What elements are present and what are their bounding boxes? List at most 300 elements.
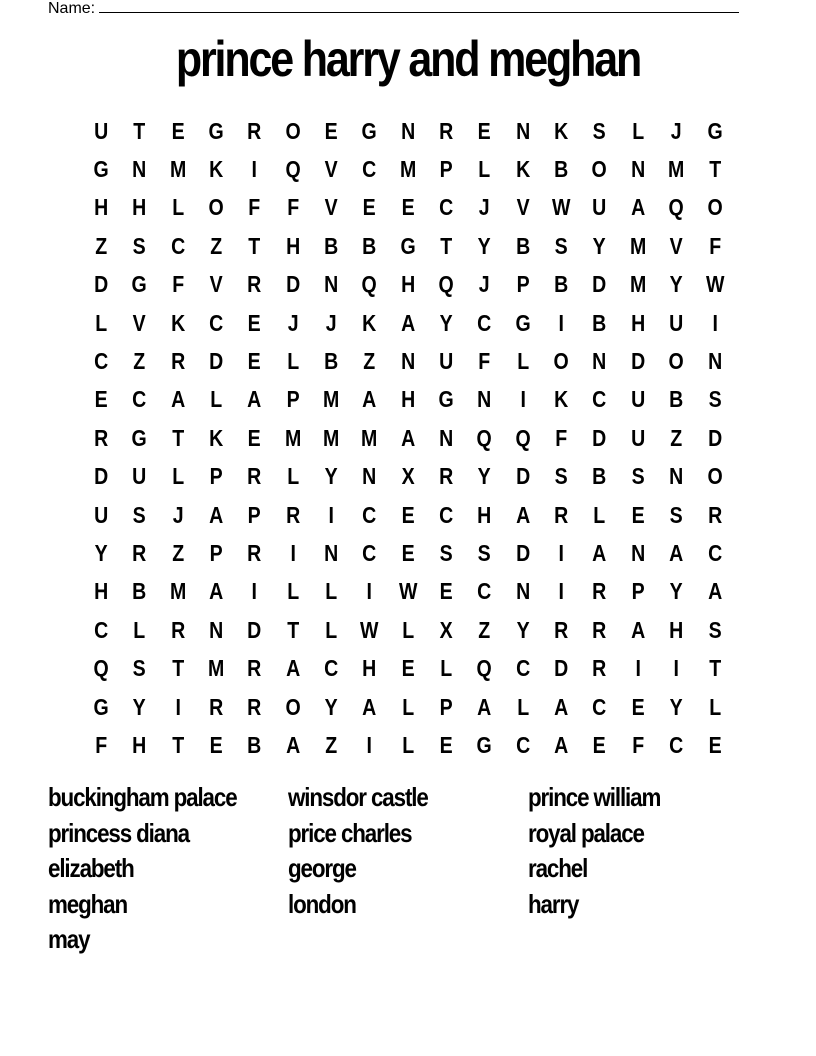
grid-letter[interactable]: P (439, 693, 453, 720)
grid-letter[interactable]: N (592, 348, 607, 375)
grid-letter[interactable]: K (515, 156, 531, 183)
grid-letter[interactable]: H (132, 194, 147, 221)
grid-letter[interactable]: S (554, 463, 568, 490)
grid-letter[interactable]: R (170, 348, 185, 375)
grid-letter[interactable]: C (170, 232, 185, 259)
grid-letter[interactable]: A (362, 386, 377, 413)
grid-letter[interactable]: J (479, 271, 491, 298)
grid-letter[interactable]: Z (670, 424, 683, 451)
grid-letter[interactable]: T (171, 424, 184, 451)
grid-letter[interactable]: S (554, 232, 568, 259)
grid-letter[interactable]: E (248, 348, 262, 375)
grid-letter[interactable]: B (515, 232, 531, 259)
grid-letter[interactable]: Q (438, 271, 454, 298)
grid-letter[interactable]: N (324, 539, 339, 566)
grid-letter[interactable]: L (325, 578, 338, 605)
grid-letter[interactable]: N (324, 271, 339, 298)
grid-letter[interactable]: C (439, 501, 454, 528)
grid-letter[interactable]: P (248, 501, 262, 528)
grid-letter[interactable]: G (93, 693, 109, 720)
grid-letter[interactable]: N (209, 616, 224, 643)
grid-letter[interactable]: A (362, 693, 377, 720)
grid-letter[interactable]: O (707, 194, 723, 221)
grid-letter[interactable]: M (668, 156, 685, 183)
grid-letter[interactable]: Z (95, 232, 108, 259)
grid-letter[interactable]: G (707, 117, 723, 144)
grid-letter[interactable]: E (248, 309, 262, 336)
grid-letter[interactable]: Z (363, 348, 376, 375)
grid-letter[interactable]: H (94, 194, 109, 221)
grid-letter[interactable]: Y (132, 693, 147, 720)
grid-letter[interactable]: N (515, 117, 531, 144)
grid-letter[interactable]: B (669, 386, 684, 413)
grid-letter[interactable]: O (592, 156, 608, 183)
grid-letter[interactable]: D (209, 348, 224, 375)
grid-letter[interactable]: B (247, 731, 262, 758)
grid-letter[interactable]: A (209, 501, 224, 528)
grid-letter[interactable]: T (133, 117, 146, 144)
grid-letter[interactable]: R (170, 616, 185, 643)
grid-letter[interactable]: Q (515, 424, 531, 451)
grid-letter[interactable]: I (673, 655, 680, 682)
grid-letter[interactable]: C (592, 386, 607, 413)
grid-row (82, 189, 734, 227)
grid-letter[interactable]: C (669, 731, 684, 758)
grid-letter[interactable]: E (439, 731, 453, 758)
grid-letter[interactable]: E (248, 424, 262, 451)
name-underline[interactable] (99, 0, 739, 13)
grid-letter[interactable]: M (284, 424, 302, 451)
grid-letter[interactable]: D (707, 424, 722, 451)
grid-letter[interactable]: E (439, 578, 453, 605)
grid-letter[interactable]: L (440, 655, 453, 682)
grid-letter[interactable]: A (285, 731, 300, 758)
grid-letter[interactable]: R (439, 117, 454, 144)
grid-letter[interactable]: H (94, 578, 109, 605)
grid-letter[interactable]: C (362, 156, 377, 183)
grid-letter[interactable]: R (247, 693, 262, 720)
grid-letter[interactable]: Z (171, 539, 184, 566)
grid-letter[interactable]: J (172, 501, 184, 528)
grid-letter[interactable]: X (401, 463, 415, 490)
grid-letter[interactable]: L (401, 693, 414, 720)
grid-letter[interactable]: T (440, 232, 453, 259)
word-item: may (48, 924, 90, 955)
grid-letter[interactable]: H (285, 232, 300, 259)
grid-letter[interactable]: Q (361, 271, 378, 298)
grid-letter[interactable]: I (366, 731, 373, 758)
grid-letter[interactable]: N (400, 348, 415, 375)
grid-letter[interactable]: L (478, 156, 491, 183)
grid-letter[interactable]: G (438, 386, 454, 413)
grid-letter[interactable]: E (324, 117, 338, 144)
grid-letter[interactable]: E (94, 386, 108, 413)
grid-letter[interactable]: M (208, 655, 225, 682)
grid-letter[interactable]: F (478, 348, 491, 375)
grid-letter[interactable]: Q (285, 156, 301, 183)
grid-letter[interactable]: L (708, 693, 721, 720)
grid-letter[interactable]: J (670, 117, 682, 144)
grid-letter[interactable]: V (324, 194, 338, 221)
grid-letter[interactable]: S (132, 655, 147, 682)
grid-letter[interactable]: C (94, 616, 109, 643)
grid-letter[interactable]: U (94, 501, 109, 528)
grid-letter[interactable]: C (324, 655, 339, 682)
grid-letter[interactable]: P (209, 463, 223, 490)
grid-letter[interactable]: J (325, 309, 337, 336)
grid-letter[interactable]: C (707, 539, 722, 566)
grid-letter[interactable]: R (285, 501, 300, 528)
grid-letter[interactable]: I (711, 309, 718, 336)
grid-letter[interactable]: Q (93, 655, 109, 682)
grid-letter[interactable]: R (592, 578, 607, 605)
grid-letter[interactable]: C (362, 539, 377, 566)
grid-letter[interactable]: T (248, 232, 261, 259)
grid-letter[interactable]: R (247, 271, 262, 298)
grid-row (82, 649, 734, 687)
grid-letter[interactable]: F (95, 731, 108, 758)
grid-letter[interactable]: A (669, 539, 684, 566)
grid-letter[interactable]: A (247, 386, 262, 413)
grid-letter[interactable]: R (554, 616, 569, 643)
grid-letter[interactable]: E (631, 501, 645, 528)
grid-letter[interactable]: L (286, 463, 299, 490)
grid-letter[interactable]: H (400, 271, 415, 298)
grid-letter[interactable]: N (707, 348, 722, 375)
grid-letter[interactable]: G (131, 424, 148, 451)
grid-letter[interactable]: A (209, 578, 224, 605)
grid-letter[interactable]: D (94, 463, 109, 490)
grid-letter[interactable]: L (133, 616, 146, 643)
grid-letter[interactable]: Q (668, 194, 684, 221)
grid-letter[interactable]: S (132, 232, 147, 259)
grid-letter[interactable]: F (286, 194, 299, 221)
grid-letter[interactable]: A (515, 501, 531, 528)
grid-letter[interactable]: F (171, 271, 184, 298)
grid-letter[interactable]: K (209, 424, 224, 451)
grid-letter[interactable]: C (515, 731, 531, 758)
grid-letter[interactable]: S (439, 539, 453, 566)
grid-letter[interactable]: R (247, 655, 262, 682)
grid-letter[interactable]: K (170, 309, 185, 336)
grid-letter[interactable]: I (290, 539, 296, 566)
grid-letter[interactable]: N (362, 463, 377, 490)
grid-letter[interactable]: R (247, 539, 262, 566)
grid-letter[interactable]: A (477, 693, 492, 720)
grid-letter[interactable]: N (630, 156, 646, 183)
grid-letter[interactable]: I (558, 309, 565, 336)
grid-letter[interactable]: U (630, 424, 646, 451)
grid-letter[interactable]: R (592, 616, 607, 643)
grid-letter[interactable]: D (247, 616, 262, 643)
grid-letter[interactable]: A (630, 194, 646, 221)
grid-letter[interactable]: N (400, 117, 415, 144)
grid-letter[interactable]: D (554, 655, 569, 682)
grid-letter[interactable]: M (629, 232, 647, 259)
grid-letter[interactable]: V (132, 309, 147, 336)
grid-letter[interactable]: U (94, 117, 109, 144)
grid-row (82, 381, 734, 419)
grid-letter[interactable]: E (708, 731, 722, 758)
grid-letter[interactable]: L (210, 386, 223, 413)
grid-letter[interactable]: K (554, 117, 569, 144)
grid-letter[interactable]: D (592, 271, 607, 298)
grid-letter[interactable]: A (554, 731, 569, 758)
grid-letter[interactable]: S (708, 616, 722, 643)
grid-letter[interactable]: J (287, 309, 299, 336)
grid-letter[interactable]: F (632, 731, 644, 758)
grid-letter[interactable]: M (169, 156, 187, 183)
name-field[interactable] (48, 0, 739, 18)
grid-letter[interactable]: B (324, 232, 339, 259)
grid-letter[interactable]: Z (133, 348, 146, 375)
grid-letter[interactable]: V (669, 232, 683, 259)
grid-letter[interactable]: R (439, 463, 454, 490)
grid-letter[interactable]: U (630, 386, 646, 413)
grid-letter[interactable]: B (362, 232, 377, 259)
grid-letter[interactable]: L (286, 348, 299, 375)
grid-letter[interactable]: L (325, 616, 338, 643)
grid-letter[interactable]: Z (210, 232, 223, 259)
grid-letter[interactable]: E (401, 501, 415, 528)
grid-letter[interactable]: A (400, 424, 415, 451)
grid-letter[interactable]: Z (325, 731, 338, 758)
grid-letter[interactable]: E (171, 117, 185, 144)
grid-letter[interactable]: I (175, 693, 181, 720)
grid-letter[interactable]: P (516, 271, 530, 298)
grid-letter[interactable]: D (515, 539, 531, 566)
grid-letter[interactable]: E (478, 117, 492, 144)
grid-letter[interactable]: Y (478, 232, 492, 259)
grid-letter[interactable]: F (708, 232, 721, 259)
grid-letter[interactable]: D (630, 348, 646, 375)
grid-letter[interactable]: R (592, 655, 607, 682)
grid-letter[interactable]: V (516, 194, 530, 221)
grid-letter[interactable]: T (708, 156, 721, 183)
grid-letter[interactable]: L (401, 731, 414, 758)
grid-letter[interactable]: F (248, 194, 261, 221)
grid-letter[interactable]: D (592, 424, 607, 451)
grid-letter[interactable]: Y (439, 309, 453, 336)
grid-letter[interactable]: Y (669, 271, 683, 298)
grid-letter[interactable]: L (286, 578, 299, 605)
grid-letter[interactable]: S (631, 463, 645, 490)
grid-letter[interactable]: Y (669, 693, 683, 720)
grid-letter[interactable]: M (169, 578, 187, 605)
grid-letter[interactable]: N (477, 386, 492, 413)
grid-letter[interactable]: L (95, 309, 108, 336)
grid-letter[interactable]: P (286, 386, 300, 413)
grid-letter[interactable]: E (401, 655, 415, 682)
grid-letter[interactable]: Y (669, 578, 683, 605)
grid-letter[interactable]: I (520, 386, 526, 413)
grid-letter[interactable]: E (401, 194, 415, 221)
grid-letter[interactable]: H (362, 655, 377, 682)
grid-letter[interactable]: H (630, 309, 646, 336)
grid-letter[interactable]: E (363, 194, 377, 221)
grid-letter[interactable]: E (209, 731, 223, 758)
grid-letter[interactable]: X (439, 616, 453, 643)
grid-row (82, 112, 734, 150)
grid-letter[interactable]: W (398, 578, 418, 605)
grid-letter[interactable]: Y (324, 463, 338, 490)
grid-letter[interactable]: B (592, 463, 607, 490)
grid-letter[interactable]: G (400, 232, 416, 259)
grid-letter[interactable]: I (558, 539, 565, 566)
grid-letter[interactable]: M (361, 424, 378, 451)
grid-letter[interactable]: C (592, 693, 607, 720)
grid-letter[interactable]: G (93, 156, 109, 183)
grid-letter[interactable]: L (516, 348, 529, 375)
grid-letter[interactable]: G (208, 117, 224, 144)
grid-letter[interactable]: S (593, 117, 607, 144)
grid-row (82, 726, 734, 764)
grid-letter[interactable]: E (401, 539, 415, 566)
grid-letter[interactable]: D (94, 271, 109, 298)
grid-letter[interactable]: U (439, 348, 454, 375)
grid-letter[interactable]: N (515, 578, 531, 605)
grid-letter[interactable]: O (208, 194, 224, 221)
grid-letter[interactable]: I (635, 655, 641, 682)
grid-letter[interactable]: V (209, 271, 223, 298)
grid-letter[interactable]: C (362, 501, 377, 528)
grid-letter[interactable]: U (592, 194, 607, 221)
grid-letter[interactable]: A (400, 309, 415, 336)
grid-letter[interactable]: M (629, 271, 647, 298)
name-label: Name: (48, 0, 96, 17)
grid-letter[interactable]: I (251, 578, 258, 605)
grid-letter[interactable]: H (669, 616, 684, 643)
grid-letter[interactable]: A (285, 655, 300, 682)
grid-letter[interactable]: N (439, 424, 454, 451)
grid-letter[interactable]: P (631, 578, 645, 605)
grid-letter[interactable]: C (209, 309, 224, 336)
grid-letter[interactable]: P (209, 539, 223, 566)
grid-letter[interactable]: J (479, 194, 491, 221)
grid-letter[interactable]: L (171, 194, 184, 221)
grid-letter[interactable]: D (285, 271, 300, 298)
grid-letter[interactable]: B (554, 271, 569, 298)
grid-letter[interactable]: G (131, 271, 148, 298)
grid-letter[interactable]: H (132, 731, 147, 758)
grid-letter[interactable]: A (707, 578, 722, 605)
grid-letter[interactable]: O (707, 463, 723, 490)
grid-letter[interactable]: S (132, 501, 147, 528)
grid-letter[interactable]: U (132, 463, 147, 490)
grid-letter[interactable]: Y (478, 463, 492, 490)
grid-letter[interactable]: R (94, 424, 109, 451)
grid-letter[interactable]: R (554, 501, 569, 528)
grid-letter[interactable]: S (669, 501, 683, 528)
grid-letter[interactable]: I (251, 156, 258, 183)
grid-letter[interactable]: H (400, 386, 415, 413)
grid-letter[interactable]: V (324, 156, 338, 183)
grid-letter[interactable]: P (439, 156, 453, 183)
grid-letter[interactable]: G (476, 731, 493, 758)
grid-letter[interactable]: G (361, 117, 378, 144)
grid-letter[interactable]: M (323, 386, 340, 413)
grid-letter[interactable]: Y (593, 232, 607, 259)
grid-letter[interactable]: T (171, 731, 184, 758)
grid-letter[interactable]: Z (478, 616, 491, 643)
grid-letter[interactable]: S (478, 539, 492, 566)
grid-letter[interactable]: Q (476, 655, 493, 682)
grid-letter[interactable]: I (328, 501, 334, 528)
grid-letter[interactable]: L (516, 693, 529, 720)
grid-letter[interactable]: M (399, 156, 417, 183)
grid-letter[interactable]: A (554, 693, 569, 720)
grid-letter[interactable]: W (552, 194, 571, 221)
grid-letter[interactable]: C (515, 655, 531, 682)
grid-letter[interactable]: L (171, 463, 184, 490)
grid-row (82, 304, 734, 342)
grid-letter[interactable]: Y (94, 539, 108, 566)
grid-letter[interactable]: O (285, 693, 301, 720)
grid-letter[interactable]: L (401, 616, 414, 643)
grid-letter[interactable]: N (669, 463, 684, 490)
grid-letter[interactable]: R (247, 463, 262, 490)
grid-letter[interactable]: W (705, 271, 724, 298)
grid-letter[interactable]: K (362, 309, 377, 336)
grid-letter[interactable]: Y (516, 616, 530, 643)
grid-letter[interactable]: Y (324, 693, 338, 720)
grid-letter[interactable]: K (209, 156, 224, 183)
grid-letter[interactable]: B (324, 348, 339, 375)
grid-letter[interactable]: C (132, 386, 147, 413)
grid-letter[interactable]: C (94, 348, 109, 375)
grid-letter[interactable]: L (593, 501, 606, 528)
grid-letter[interactable]: B (592, 309, 607, 336)
grid-letter[interactable]: W (360, 616, 379, 643)
grid-letter[interactable]: T (171, 655, 184, 682)
grid-letter[interactable]: R (247, 117, 262, 144)
grid-letter[interactable]: N (132, 156, 147, 183)
grid-letter[interactable]: A (630, 616, 646, 643)
grid-letter[interactable]: I (558, 578, 565, 605)
grid-letter[interactable]: K (554, 386, 569, 413)
grid-letter[interactable]: R (209, 693, 224, 720)
grid-letter[interactable]: E (593, 731, 607, 758)
grid-letter[interactable]: O (553, 348, 569, 375)
grid-letter[interactable]: N (630, 539, 646, 566)
grid-letter[interactable]: E (631, 693, 645, 720)
grid-letter[interactable]: S (708, 386, 722, 413)
grid-letter[interactable]: B (132, 578, 147, 605)
grid-letter[interactable]: U (669, 309, 684, 336)
grid-letter[interactable]: C (477, 309, 492, 336)
grid-letter[interactable]: T (708, 655, 721, 682)
grid-letter[interactable]: M (323, 424, 340, 451)
grid-letter[interactable]: T (286, 616, 299, 643)
grid-letter[interactable]: A (170, 386, 185, 413)
grid-letter[interactable]: O (285, 117, 301, 144)
grid-letter[interactable]: I (366, 578, 373, 605)
grid-letter[interactable]: Q (476, 424, 493, 451)
grid-letter[interactable]: H (477, 501, 492, 528)
grid-letter[interactable]: C (477, 578, 492, 605)
grid-letter[interactable]: C (439, 194, 454, 221)
grid-letter[interactable]: B (554, 156, 569, 183)
grid-letter[interactable]: G (515, 309, 531, 336)
grid-letter[interactable]: O (668, 348, 684, 375)
grid-letter[interactable]: R (707, 501, 722, 528)
grid-letter[interactable]: L (632, 117, 644, 144)
grid-letter[interactable]: R (132, 539, 147, 566)
grid-row (82, 496, 734, 534)
grid-letter[interactable]: F (555, 424, 568, 451)
grid-letter[interactable]: A (592, 539, 607, 566)
grid-letter[interactable]: D (515, 463, 531, 490)
